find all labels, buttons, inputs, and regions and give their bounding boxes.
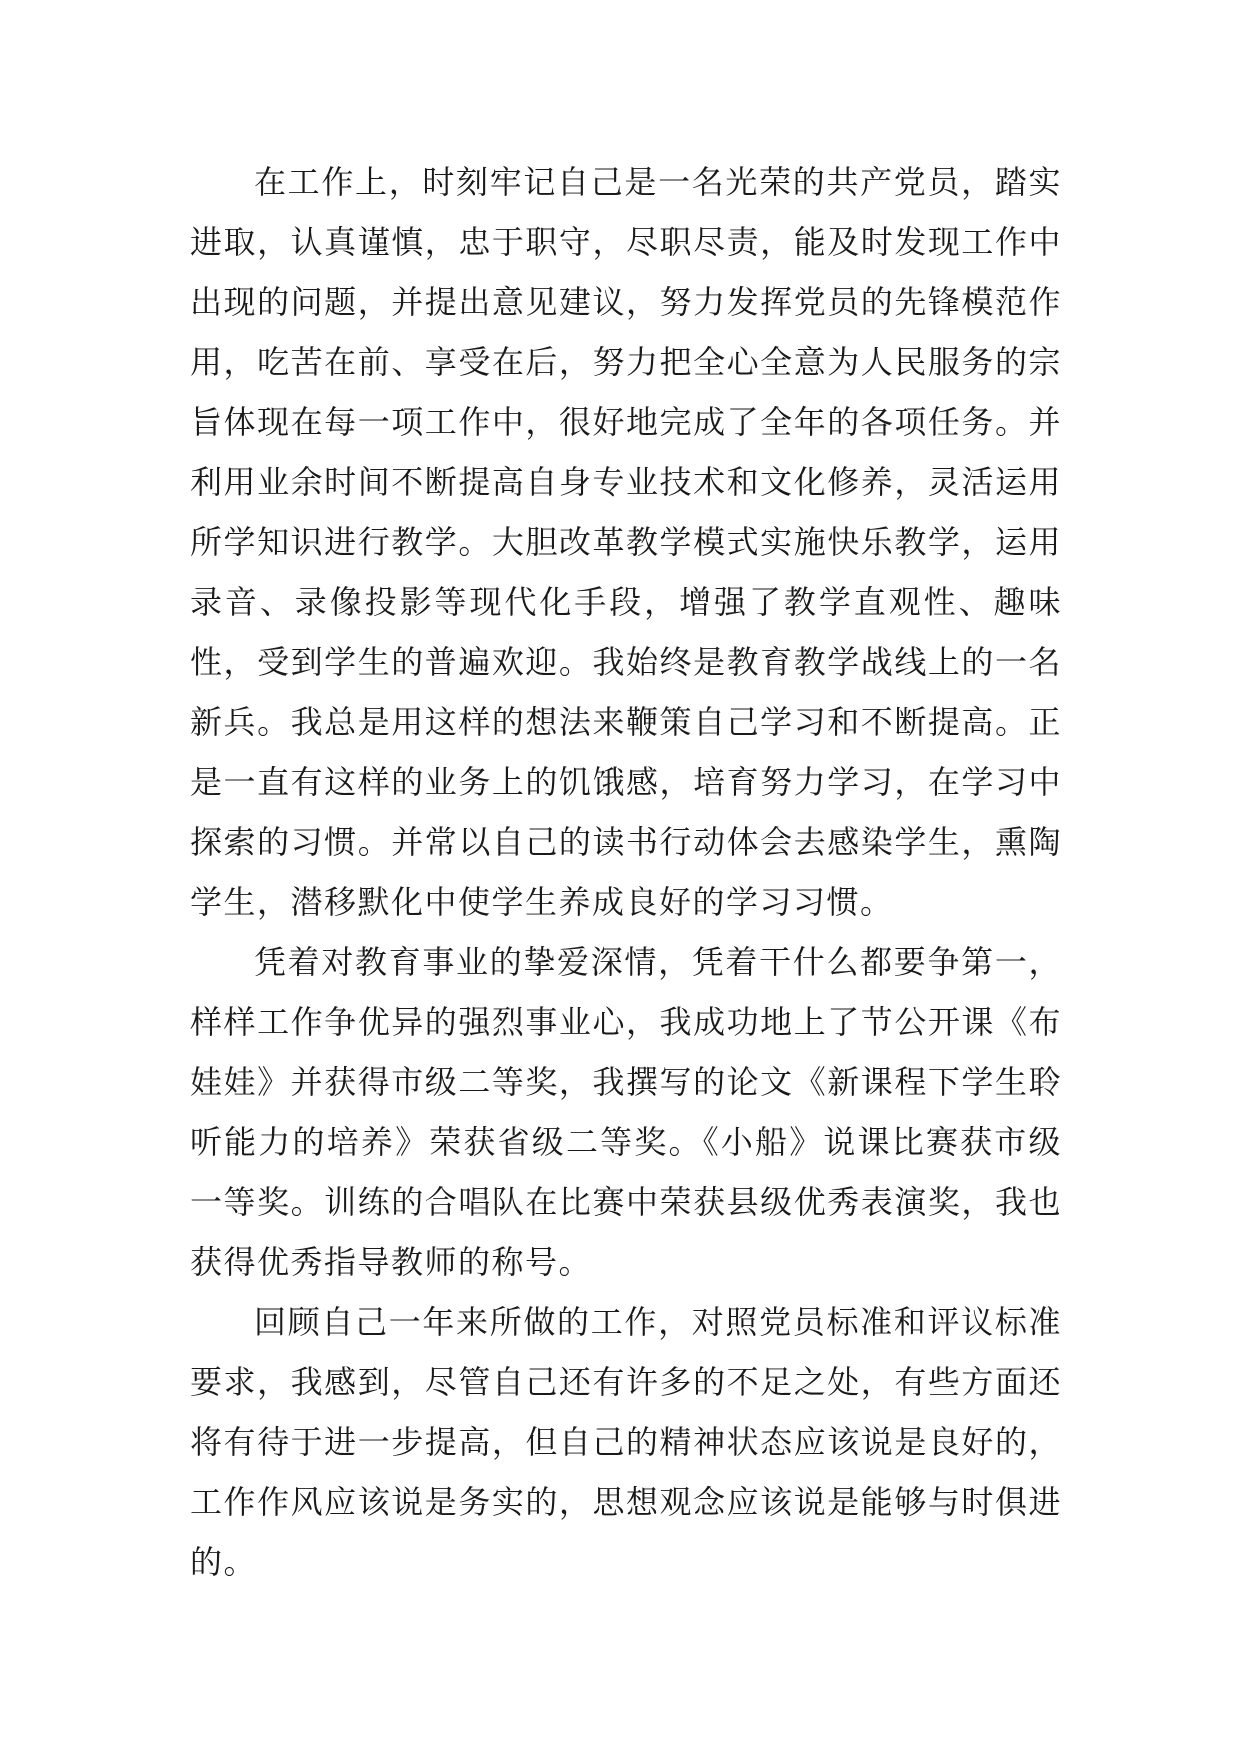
document-body: [190, 152, 1062, 1592]
paragraph-review: 回顾自己一年来所做的工作，对照党员标准和评议标准要求，我感到，尽管自己还有许多的不足之处，有些方面还将有待于进一步提高，但自己的精神状态应该说是良好的，工作作风应该说是务实的，思想观念应该说是能够与时俱进的。: [190, 1303, 1062, 1581]
paragraph-work-performance: 在工作上，时刻牢记自己是一名光荣的共产党员，踏实进取，认真谨慎，忠于职守，尽职尽责，能及时发现工作中出现的问题，并提出意见建议，努力发挥党员的先锋模范作用，吃苦在前、享受在后，努力把全心全意为人民服务的宗旨体现在每一项工作中，很好地完成了全年的各项任务。并利用业余时间不断提高自身专业技术和文化修养，灵活运用所学知识进行教学。大胆改革教学模式实施快乐教学，运用录音、录像投影等现代化手段，增强了教学直观性、趣味性，受到学生的普遍欢迎。我始终是教育教学战线上的一名新兵。我总是用这样的想法来鞭策自己学习和不断提高。正是一直有这样的业务上的饥饿感，培育努力学习，在学习中探索的习惯。并常以自己的读书行动体会去感染学生，熏陶学生，潜移默化中使学生养成良好的学习习惯。: [190, 163, 1062, 921]
paragraph-achievements: 凭着对教育事业的挚爱深情，凭着干什么都要争第一，样样工作争优异的强烈事业心，我成功地上了节公开课《布娃娃》并获得市级二等奖，我撰写的论文《新课程下学生聆听能力的培养》荣获省级二等奖。《小船》说课比赛获市级一等奖。训练的合唱队在比赛中荣获县级优秀表演奖，我也获得优秀指导教师的称号。: [190, 943, 1062, 1281]
